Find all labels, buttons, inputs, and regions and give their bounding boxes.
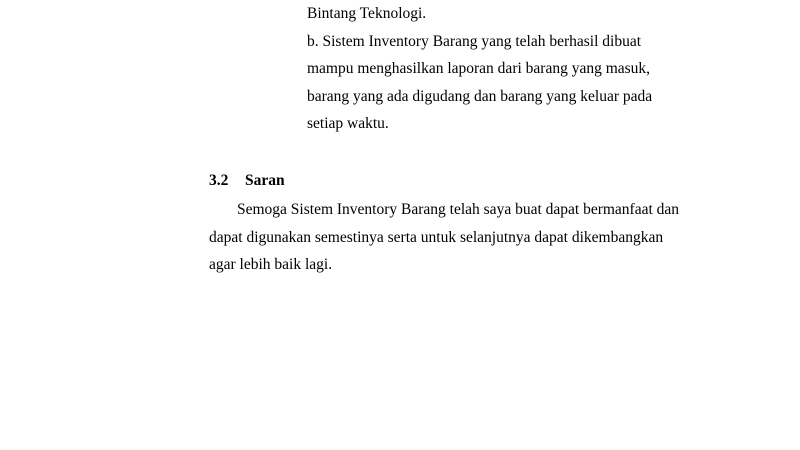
section-heading xyxy=(209,170,699,192)
section-title: Saran xyxy=(245,172,285,189)
list-item-b-line-3: barang yang ada digudang dan barang yang keluar pada xyxy=(307,87,653,105)
section-number: 3.2 xyxy=(209,172,229,189)
list-item-b-line-4: setiap waktu. xyxy=(307,115,389,132)
continued-line-1: Bintang Teknologi. xyxy=(307,5,427,22)
saran-line-1-text: Semoga Sistem Inventory Barang telah saya buat dapat bermanfaat dan xyxy=(237,201,680,218)
list-item-b-line-1: b. Sistem Inventory Barang yang telah berhasil dibuat xyxy=(307,32,642,50)
saran-line-3: agar lebih baik lagi. xyxy=(209,256,333,273)
saran-paragraph xyxy=(209,196,698,279)
continued-list-block xyxy=(307,0,697,138)
saran-line-2: dapat digunakan semestinya serta untuk selanjutnya dapat dikembangkan xyxy=(209,228,664,246)
list-item-b-line-2: mampu menghasilkan laporan dari barang yang masuk, xyxy=(307,60,651,77)
saran-line-1 xyxy=(209,196,698,224)
